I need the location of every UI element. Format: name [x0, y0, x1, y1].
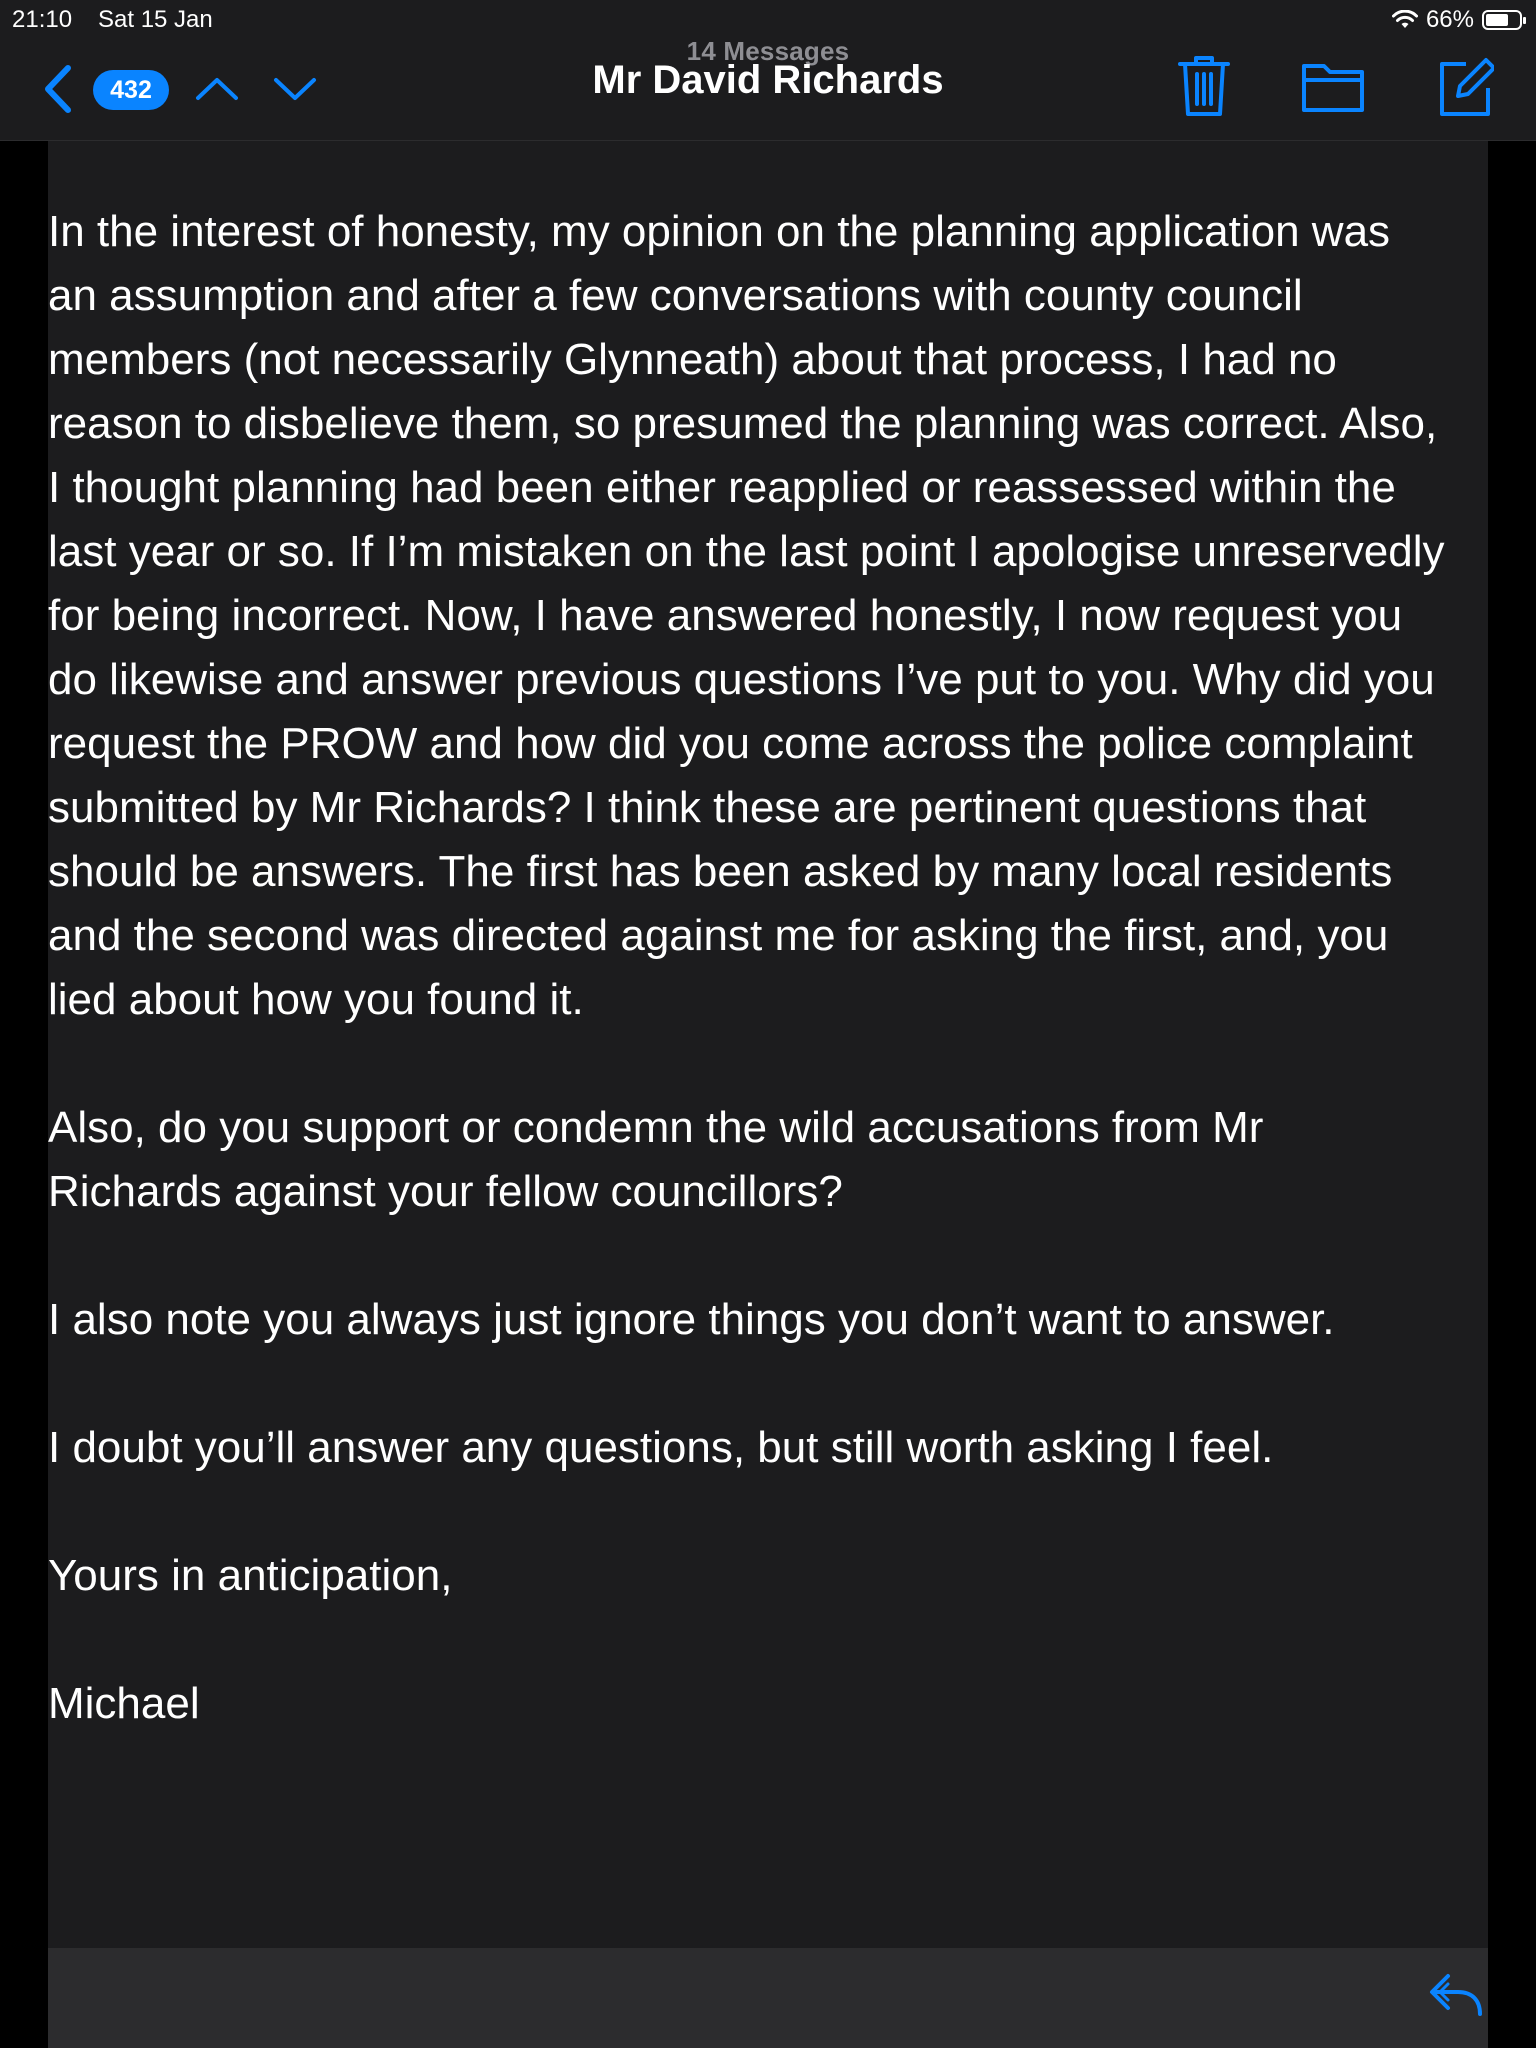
message-paragraph: I also note you always just ignore things you don’t want to answer.: [48, 1295, 1335, 1344]
message-paragraph: Also, do you support or condemn the wild accusations from Mr Richards against your fellow councillors?: [48, 1103, 1264, 1216]
battery-percentage: 66%: [1425, 6, 1474, 33]
status-indicators: [1392, 6, 1522, 34]
message-count: 14 Messages: [686, 36, 850, 66]
bottom-toolbar: [48, 1948, 1488, 2048]
unread-count-badge: 432: [93, 70, 169, 110]
battery-icon: [1482, 10, 1522, 30]
page-title: Mr David Richards: [592, 58, 944, 102]
message-paragraph: In the interest of honesty, my opinion on the planning application was an assumption and after a few conversations with county council members (not necessarily Glynneath) about that process, I had no reason to disbelieve them, so presumed the planning was correct. Also, I thought planning had been either reapplied or reassessed within the last year or so. If I’m mistaken on the last point I apologise unreservedly for being incorrect. Now, I have answered honestly, I now request you do likewise and answer previous questions I’ve put to you. Why did you request the PROW and how did you come across the police complaint submitted by Mr Richards? I think these are pertinent questions that should be answers. The first has been asked by many local residents and the second was directed against me for asking the first, and, you lied about how you found it.: [48, 207, 1445, 1024]
reply-icon[interactable]: [1428, 1970, 1484, 2018]
message-sign-off: Yours in anticipation,: [48, 1551, 453, 1600]
message-signature: Michael: [48, 1679, 200, 1728]
navigation-bar: [0, 0, 1536, 141]
compose-icon[interactable]: [1436, 54, 1494, 118]
message-paragraph: I doubt you’ll answer any questions, but still worth asking I feel.: [48, 1423, 1274, 1472]
message-body: [48, 200, 1448, 1800]
trash-icon[interactable]: [1176, 54, 1232, 118]
status-date: Sat 15 Jan: [98, 6, 213, 33]
folder-icon[interactable]: [1300, 54, 1366, 118]
status-time: 21:10: [12, 6, 73, 33]
wifi-icon: [1392, 10, 1418, 30]
